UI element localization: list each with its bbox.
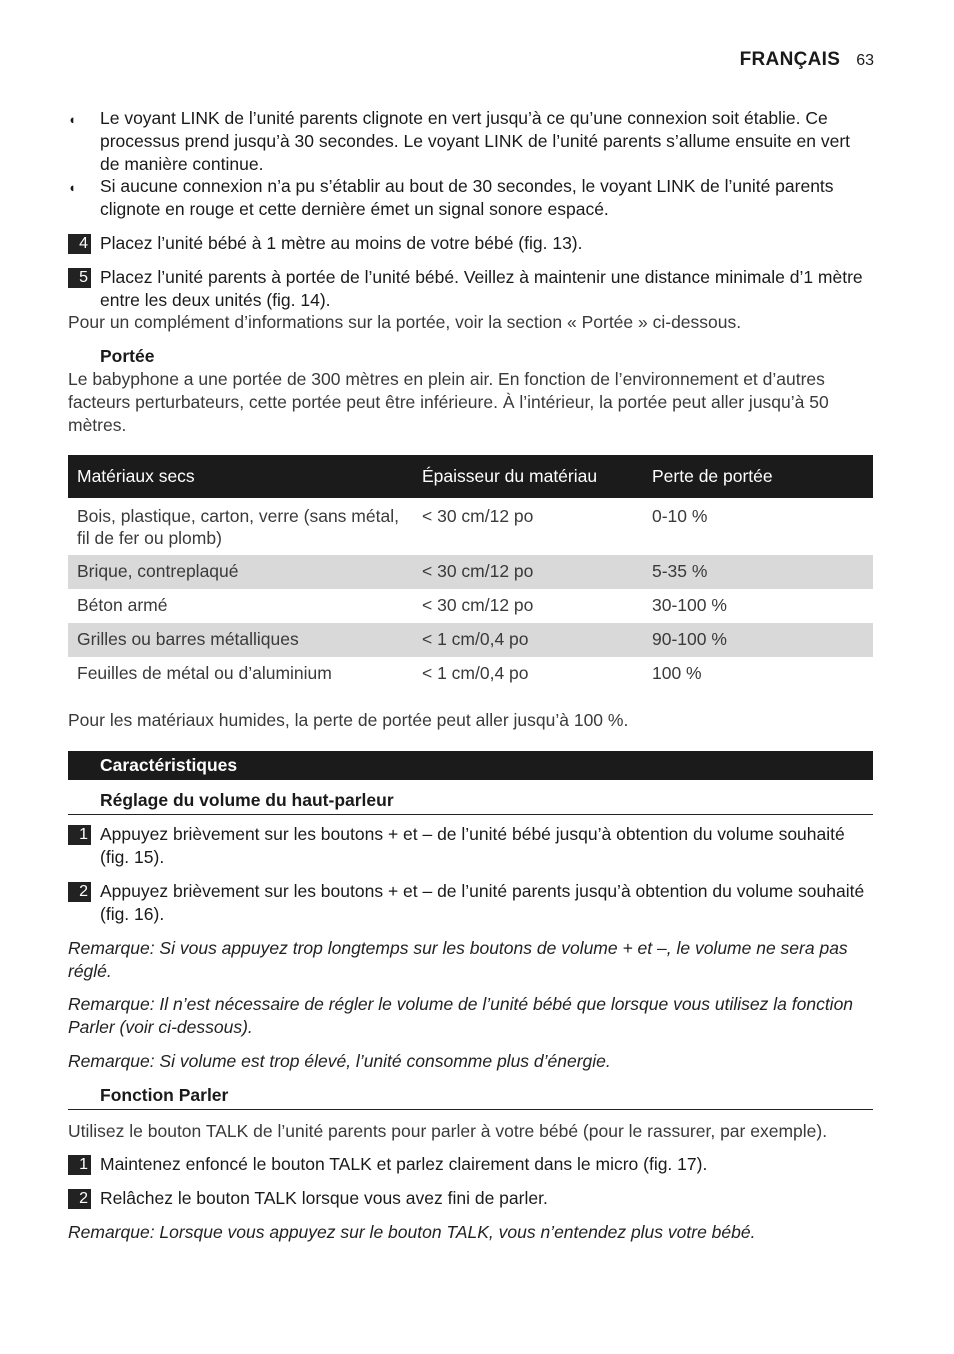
note-text: Remarque: Si vous appuyez trop longtemps sur les boutons de volume + et –, le volume ne sera pas réglé. (68, 938, 848, 981)
range-heading: Portée (100, 346, 155, 366)
table-cell: 100 % (652, 663, 702, 683)
talk-intro: Utilisez le bouton TALK de l’unité parents pour parler à votre bébé (pour le rassurer, par exemple). (68, 1121, 828, 1141)
step-number: 2 (68, 882, 91, 902)
table-cell: < 30 cm/12 po (422, 506, 534, 526)
page-number: 63 (856, 52, 874, 69)
table-cell: 0-10 % (652, 506, 708, 526)
section-title: Caractéristiques (100, 755, 238, 775)
table-cell: 30-100 % (652, 595, 727, 615)
table-cell: < 1 cm/0,4 po (413, 623, 643, 657)
table-header-row (68, 455, 873, 498)
table-cell: Béton armé (77, 595, 168, 615)
note-text: Remarque: Il n’est nécessaire de régler le volume de l’unité bébé que lorsque vous utilisez la fonction Parler (voir ci-dessous). (68, 994, 854, 1037)
table-row (68, 623, 873, 657)
note-text: Remarque: Si volume est trop élevé, l’unité consomme plus d’énergie. (68, 1051, 611, 1071)
bullet-icon: ◖ (68, 180, 76, 195)
table-cell: Feuilles de métal ou d’aluminium (77, 663, 332, 683)
step-text: Placez l’unité parents à portée de l’unité bébé. Veillez à maintenir une distance minimale d’1 mètre entre les deux unités (fig. 14). (100, 267, 863, 310)
bullet-icon: ◖ (68, 112, 76, 127)
page-header (710, 48, 874, 72)
bullet-text: Le voyant LINK de l’unité parents clignote en vert jusqu’à ce qu’une connexion soit établie. Ce processus prend jusqu’à 30 secondes. Le voyant LINK de l’unité parents s’allume ensuite en vert de manière continue. (100, 108, 851, 174)
table-cell: Brique, contreplaqué (68, 555, 413, 589)
table-cell: 5-35 % (643, 555, 873, 589)
column-header: Perte de portée (643, 455, 873, 498)
step-number: 1 (68, 1155, 91, 1175)
table-cell: 90-100 % (643, 623, 873, 657)
step-number: 4 (68, 234, 91, 254)
step-number: 5 (68, 268, 91, 288)
table-row (68, 498, 873, 555)
step-text: Appuyez brièvement sur les boutons + et – de l’unité parents jusqu’à obtention du volume souhaité (fig. 16). (100, 881, 865, 924)
more-info-text: Pour un complément d’informations sur la portée, voir la section « Portée » ci-dessous. (68, 312, 742, 332)
volume-heading: Réglage du volume du haut-parleur (100, 790, 394, 810)
step-text: Maintenez enfoncé le bouton TALK et parlez clairement dans le micro (fig. 17). (100, 1154, 708, 1174)
heading-rule (68, 814, 873, 815)
step-text: Relâchez le bouton TALK lorsque vous avez fini de parler. (100, 1188, 548, 1208)
step-text: Appuyez brièvement sur les boutons + et – de l’unité bébé jusqu’à obtention du volume souhaité (fig. 15). (100, 824, 845, 867)
table-cell: Grilles ou barres métalliques (68, 623, 413, 657)
table-cell: < 30 cm/12 po (422, 595, 534, 615)
step-text: Placez l’unité bébé à 1 mètre au moins de votre bébé (fig. 13). (100, 233, 583, 253)
range-text: Le babyphone a une portée de 300 mètres en plein air. En fonction de l’environnement et d’autres facteurs perturbateurs, cette portée peut être inférieure. À l’intérieur, la portée peut aller jusqu’à 50 mètres. (68, 369, 829, 435)
table-cell: < 30 cm/12 po (413, 555, 643, 589)
table-cell: < 1 cm/0,4 po (422, 663, 529, 683)
step-number: 2 (68, 1189, 91, 1209)
note-text: Remarque: Lorsque vous appuyez sur le bouton TALK, vous n’entendez plus votre bébé. (68, 1222, 756, 1242)
language-label: FRANÇAIS (739, 49, 841, 70)
table-row (68, 555, 873, 589)
column-header: Matériaux secs (68, 455, 413, 498)
step-number: 1 (68, 825, 91, 845)
bullet-text: Si aucune connexion n’a pu s’établir au bout de 30 secondes, le voyant LINK de l’unité parents clignote en rouge et cette dernière émet un signal sonore espacé. (100, 176, 834, 219)
column-header: Épaisseur du matériau (413, 455, 643, 498)
talk-heading: Fonction Parler (100, 1085, 229, 1105)
section-title-bar (68, 751, 873, 780)
table-cell: Bois, plastique, carton, verre (sans métal, fil de fer ou plomb) (77, 506, 399, 548)
table-row (68, 589, 873, 623)
heading-rule (68, 1109, 873, 1110)
table-row (68, 657, 873, 691)
humid-note: Pour les matériaux humides, la perte de portée peut aller jusqu’à 100 %. (68, 710, 629, 730)
range-loss-table (68, 455, 873, 691)
